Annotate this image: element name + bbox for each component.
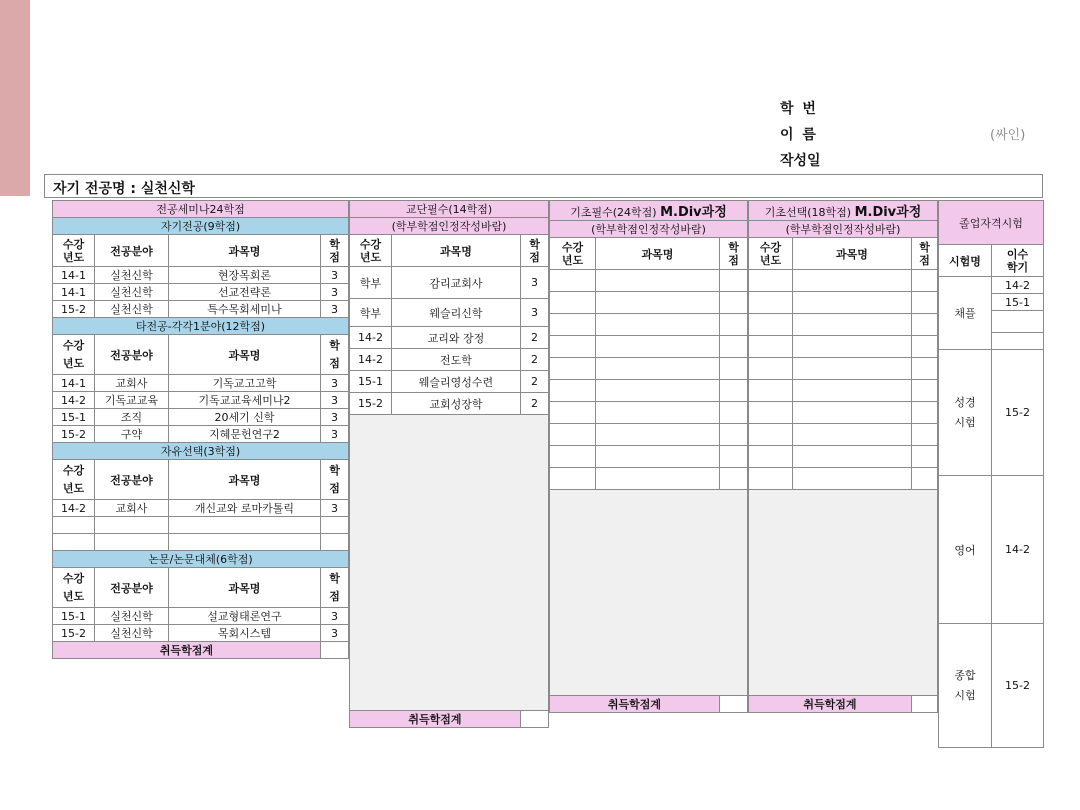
table-row	[53, 625, 349, 642]
credit-cell: 3	[321, 392, 349, 409]
year-cell: 14-1	[53, 375, 95, 392]
course-cell: 감리교회사	[392, 267, 521, 299]
col-credit: 학 점	[321, 568, 349, 608]
table-row	[350, 371, 549, 393]
credit-cell: 3	[321, 284, 349, 301]
year-cell: 14-1	[53, 267, 95, 284]
col-field: 전공분야	[95, 568, 169, 608]
exam-name-comprehensive: 종합 시험	[939, 624, 992, 748]
col-credit: 학 점	[720, 238, 748, 270]
table-row	[53, 534, 349, 551]
credit-cell: 3	[321, 426, 349, 443]
major-total-label: 취득학점계	[53, 642, 321, 659]
credit-cell: 3	[521, 299, 549, 327]
col-exam-term: 이수 학기	[992, 245, 1044, 277]
table-row	[749, 468, 938, 490]
exam-term: 15-2	[992, 350, 1044, 476]
year-cell: 15-2	[53, 301, 95, 318]
credit-cell: 3	[321, 500, 349, 517]
col-course: 과목명	[169, 335, 321, 375]
credit-cell: 3	[521, 267, 549, 299]
credit-cell: 3	[321, 409, 349, 426]
denomination-subtitle: (학부학점인정작성바람)	[350, 218, 549, 235]
field-cell: 실천신학	[95, 267, 169, 284]
table-row	[53, 284, 349, 301]
col-exam-name: 시험명	[939, 245, 992, 277]
denomination-empty-area	[350, 415, 549, 711]
course-cell: 기독교고고학	[169, 375, 321, 392]
basic-required-table	[549, 200, 748, 713]
year-cell: 학부	[350, 299, 392, 327]
course-cell: 교회성장학	[392, 393, 521, 415]
table-row	[350, 299, 549, 327]
credit-cell: 3	[321, 608, 349, 625]
table-row	[749, 424, 938, 446]
exam-term: 14-2	[992, 476, 1044, 624]
table-row	[53, 301, 349, 318]
credit-cell: 3	[321, 375, 349, 392]
table-row	[749, 336, 938, 358]
table-row	[53, 375, 349, 392]
credit-cell: 2	[521, 327, 549, 349]
table-row	[749, 358, 938, 380]
major-title: 자기 전공명 : 실천신학	[53, 181, 195, 197]
year-cell: 15-2	[53, 426, 95, 443]
exam-term: 15-1	[992, 294, 1044, 311]
credit-cell: 3	[321, 267, 349, 284]
table-row	[550, 402, 748, 424]
year-cell: 15-1	[350, 371, 392, 393]
denomination-total-label: 취득학점계	[350, 711, 521, 728]
table-row	[350, 327, 549, 349]
field-cell: 기독교교육	[95, 392, 169, 409]
course-cell: 지혜문헌연구2	[169, 426, 321, 443]
basic-elective-subtitle: (학부학점인정작성바람)	[749, 221, 938, 238]
year-cell: 14-1	[53, 284, 95, 301]
course-cell: 특수목회세미나	[169, 301, 321, 318]
table-row	[550, 468, 748, 490]
basic-elective-table	[748, 200, 938, 713]
basic-elective-title: 기초선택(18학점)	[764, 206, 852, 219]
year-cell: 15-1	[53, 409, 95, 426]
year-cell: 15-2	[350, 393, 392, 415]
decorative-side-bar	[0, 0, 30, 196]
credit-cell: 3	[321, 301, 349, 318]
student-number-label: 학 번	[780, 101, 818, 117]
col-field: 전공분야	[95, 460, 169, 500]
col-field: 전공분야	[95, 235, 169, 267]
course-cell: 개신교와 로마카톨릭	[169, 500, 321, 517]
date-label: 작성일	[780, 153, 821, 169]
basic-elective-program: M.Div과정	[854, 205, 922, 220]
name-label: 이 름	[780, 127, 818, 143]
denomination-total-value	[521, 711, 549, 728]
table-row	[53, 392, 349, 409]
table-row	[550, 446, 748, 468]
denomination-required-table	[349, 200, 549, 728]
basic-required-program: M.Div과정	[660, 205, 727, 220]
exam-term: 15-2	[992, 624, 1044, 748]
basic-required-subtitle: (학부학점인정작성바람)	[550, 221, 748, 238]
table-row	[749, 380, 938, 402]
basic-elective-empty-area	[749, 490, 938, 696]
course-cell: 웨슬리신학	[392, 299, 521, 327]
credit-cell: 2	[521, 349, 549, 371]
course-cell: 기독교교육세미나2	[169, 392, 321, 409]
course-cell: 목회시스템	[169, 625, 321, 642]
col-year: 수강 년도	[350, 235, 392, 267]
year-cell: 14-2	[53, 500, 95, 517]
field-cell: 실천신학	[95, 625, 169, 642]
year-cell: 15-1	[53, 608, 95, 625]
col-credit: 학 점	[521, 235, 549, 267]
course-cell: 현장목회론	[169, 267, 321, 284]
table-row	[550, 336, 748, 358]
course-cell: 20세기 신학	[169, 409, 321, 426]
basic-required-title-cell	[550, 201, 748, 221]
col-year: 수강 년도	[53, 235, 95, 267]
col-credit: 학 점	[912, 238, 938, 270]
major-title-box	[44, 174, 1043, 198]
col-course: 과목명	[392, 235, 521, 267]
table-row	[749, 446, 938, 468]
field-cell: 교회사	[95, 500, 169, 517]
table-row	[749, 402, 938, 424]
course-cell: 선교전략론	[169, 284, 321, 301]
signature-placeholder: (싸인)	[990, 128, 1026, 143]
table-row	[550, 314, 748, 336]
table-row	[749, 292, 938, 314]
year-cell: 14-2	[53, 392, 95, 409]
course-cell: 웨슬리영성수련	[392, 371, 521, 393]
basic-required-empty-area	[550, 490, 748, 696]
field-cell: 실천신학	[95, 284, 169, 301]
graduation-exam-table	[938, 200, 1044, 748]
col-year: 수강 년도	[53, 335, 95, 375]
graduation-exam-title: 졸업자격시험	[939, 201, 1044, 245]
year-cell: 15-2	[53, 625, 95, 642]
col-course: 과목명	[169, 235, 321, 267]
basic-required-title: 기초필수(24학점)	[570, 206, 657, 219]
major-seminar-title: 전공세미나24학점	[53, 201, 349, 218]
other-major-title: 타전공-각각1분야(12학점)	[53, 318, 349, 335]
credit-cell: 3	[321, 625, 349, 642]
course-cell: 전도학	[392, 349, 521, 371]
field-cell: 교회사	[95, 375, 169, 392]
table-row	[350, 349, 549, 371]
free-elective-title: 자유선택(3학점)	[53, 443, 349, 460]
table-row	[749, 314, 938, 336]
table-row	[53, 409, 349, 426]
basic-elective-total-label: 취득학점계	[749, 696, 912, 713]
basic-required-total-label: 취득학점계	[550, 696, 720, 713]
table-row	[53, 517, 349, 534]
basic-required-total-value	[720, 696, 748, 713]
field-cell: 조직	[95, 409, 169, 426]
major-total-value	[321, 642, 349, 659]
table-row	[550, 424, 748, 446]
table-row	[53, 426, 349, 443]
thesis-title: 논문/논문대체(6학점)	[53, 551, 349, 568]
course-cell: 설교형태론연구	[169, 608, 321, 625]
table-row	[350, 267, 549, 299]
table-row	[350, 393, 549, 415]
table-row	[550, 270, 748, 292]
exam-name-chapel: 채플	[939, 277, 992, 350]
major-seminar-table	[52, 200, 349, 659]
col-course: 과목명	[596, 238, 720, 270]
table-row	[550, 358, 748, 380]
year-cell: 14-2	[350, 327, 392, 349]
exam-name-english: 영어	[939, 476, 992, 624]
year-cell: 학부	[350, 267, 392, 299]
col-year: 수강 년도	[53, 568, 95, 608]
col-course: 과목명	[793, 238, 912, 270]
col-credit: 학 점	[321, 235, 349, 267]
credit-cell: 2	[521, 393, 549, 415]
table-row	[550, 380, 748, 402]
col-credit: 학 점	[321, 460, 349, 500]
course-cell: 교리와 장정	[392, 327, 521, 349]
col-field: 전공분야	[95, 335, 169, 375]
field-cell: 실천신학	[95, 608, 169, 625]
table-row	[749, 270, 938, 292]
denomination-title: 교단필수(14학점)	[350, 201, 549, 218]
exam-term: 14-2	[992, 277, 1044, 294]
field-cell: 실천신학	[95, 301, 169, 318]
exam-name-bible: 성경 시험	[939, 350, 992, 476]
table-row	[53, 500, 349, 517]
col-year: 수강 년도	[53, 460, 95, 500]
table-row	[550, 292, 748, 314]
year-cell: 14-2	[350, 349, 392, 371]
col-year: 수강 년도	[550, 238, 596, 270]
table-row	[53, 608, 349, 625]
field-cell: 구약	[95, 426, 169, 443]
col-credit: 학 점	[321, 335, 349, 375]
own-major-title: 자기전공(9학점)	[53, 218, 349, 235]
col-course: 과목명	[169, 568, 321, 608]
table-row	[53, 267, 349, 284]
basic-elective-title-cell	[749, 201, 938, 221]
credit-cell: 2	[521, 371, 549, 393]
basic-elective-total-value	[912, 696, 938, 713]
col-course: 과목명	[169, 460, 321, 500]
col-year: 수강 년도	[749, 238, 793, 270]
